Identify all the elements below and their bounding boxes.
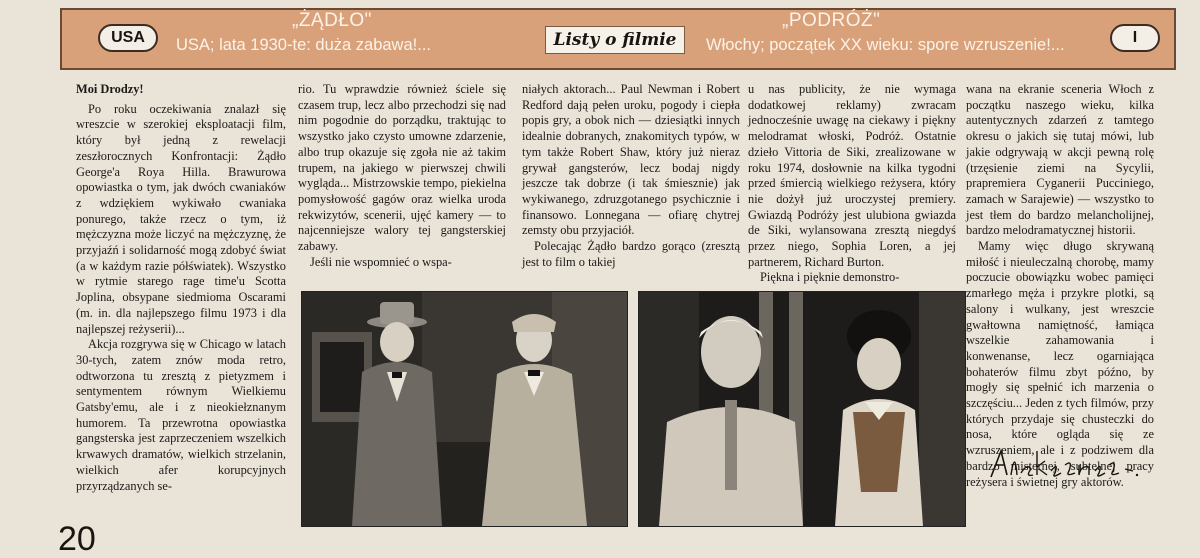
article-column-3: [522, 82, 740, 292]
country-badge: USA: [98, 24, 158, 52]
paragraph: niałych aktorach... Paul Newman i Robert Redford dają pełen uroku, pogody i ciepła popis gry, a obok nich — dziesiątki innych idealnie dobranych, znakomitych typów, w tym także Robert Shaw, który już nieraz grywał gangsterów, lecz bodaj nigdy jeszcze tak dobrze (i tak śmiesznie) jak wykiwanego, zdruzgotanego psychicznie i finansowo. Lonnegana — ofiarę chytrej zemsty obu przyjaciół.: [522, 82, 740, 238]
paragraph: Mamy więc długo skrywaną miłość i nieuleczalną chorobę, mamy poczucie obowiązku wobec pamięci zmarłego męża i przykre plotki, są salony i wulkany, jest wreszcie gwałtowna namiętność, łamiąca wszelkie zahamowania i konwenanse, lecz ogarniająca bohaterów filmu zbyt późno, by mogły się spełnić ich marzenia o szczęściu... Jeden z tych filmów, przy których przydaje się chusteczki do nosa, które ogląda się ze wzruszeniem, ale i z podziwem dla bardzo misternej, subtelnej pracy reżysera i świetnej gry aktorów.: [966, 239, 1154, 489]
author-signature: [985, 445, 1145, 485]
article-column-5: [966, 82, 1154, 489]
paragraph: Polecając Żądło bardzo gorąco (zresztą jest to film o takiej: [522, 239, 740, 269]
section-label: Listy o filmie: [545, 26, 685, 54]
paragraph: Akcja rozgrywa się w Chicago w latach 30-tych, zatem znów moda retro, odtworzona tu zresztą z pietyzmem i sentymentem równym Wielkiemu Gatsby'emu, ale i z nieokiełznanym humorem. Ta przewrotna opowiastka gangsterska jest zaprzeczeniem wszelkich krwawych dramatów, wielkich strzelanin, wielkich afer korupcyjnych przyrządzanych se-: [76, 337, 286, 493]
film-still-the-voyage: [638, 291, 966, 527]
article-column-2: [298, 82, 506, 292]
paragraph: Jeśli nie wspomnieć o wspa-: [310, 254, 452, 269]
paragraph: Po roku oczekiwania znalazł się wreszcie w szerokiej eksploatacji film, który był jedną z rewelacji zeszłorocznych Konfrontacji: Żądło George'a Roya Hilla. Brawurowa opowiastka o tym, jak dwóch cwaniaków z wdziękiem wykiwało cwaniaka ponurego, także rzecz o tym, iż mężczyzna może liczyć na mężczyznę, że przyjaźń i solidarność mogą zdobyć świat (a w każdym razie półświatek). Wszystko w rytmie starego rage time'u Scotta Joplina, obsypane siedmioma Oscarami (m. in. dla najlepszego filmu 1973 i dla najlepszej reżyserii)...: [76, 101, 286, 336]
left-film-subtitle: USA; lata 1930-te: duża zabawa!...: [176, 36, 431, 54]
film-still-the-sting: [301, 291, 628, 527]
article-column-4: [748, 82, 956, 292]
left-film-title: „ŻĄDŁO": [292, 10, 372, 31]
page-number: 20: [58, 520, 96, 558]
paragraph: wana na ekranie sceneria Włoch z początku naszego wieku, kilka autentycznych zdarzeń z tamtego okresu o jakich się tutaj mówi, lub jakie odgrywają w akcji pewną rolę (trzęsienie ziemi na Sycylii, prapremiera Cyganerii Pucciniego, zamach w Sarajewie) — wszystko to jest tłem do bardzo melancholijnej, bardzo melodramatycznej historii.: [966, 82, 1154, 238]
country-badge-right: I: [1110, 24, 1160, 52]
greeting: Moi Drodzy!: [76, 82, 144, 96]
paragraph: Piękna i pięknie demonstro-: [760, 270, 900, 285]
article-column-1: [76, 82, 286, 527]
right-film-title: „PODRÓŻ": [782, 10, 881, 31]
paragraph: rio. Tu wprawdzie również ściele się czasem trup, lecz albo przechodzi się nad nim pogodnie do porządku, traktując to wszystko jako czysto umowne zdarzenie, albo trup okazuje się zgoła nie aż takim trupem, na jakiego w pierwszej chwili wygląda... Mistrzowskie tempo, piekielna pomysłowość gagów oraz wielka uroda rekwizytów, scenerii, ujęć kamery — to najcenniejsze walory tej gangsterskiej zabawy.: [298, 82, 506, 254]
right-film-subtitle: Włochy; początek XX wieku: spore wzruszenie!...: [706, 36, 1065, 54]
paragraph: u nas publicity, że nie wymaga dodatkowej reklamy) zwracam jednocześnie uwagę na ciekawy i piękny melodramat włoski, Podróż. Ostatnie dzieło Vittoria de Siki, zrealizowane w roku 1974, dosłownie na kilka tygodni przed śmiercią wielkiego reżysera, który nie dożył już uroczystej premiery. Gwiazdą Podróży jest ulubiona gwiazda de Siki, wylansowana zresztą niegdyś przez niego, Sophia Loren, a jej partnerem, Richard Burton.: [748, 82, 956, 269]
